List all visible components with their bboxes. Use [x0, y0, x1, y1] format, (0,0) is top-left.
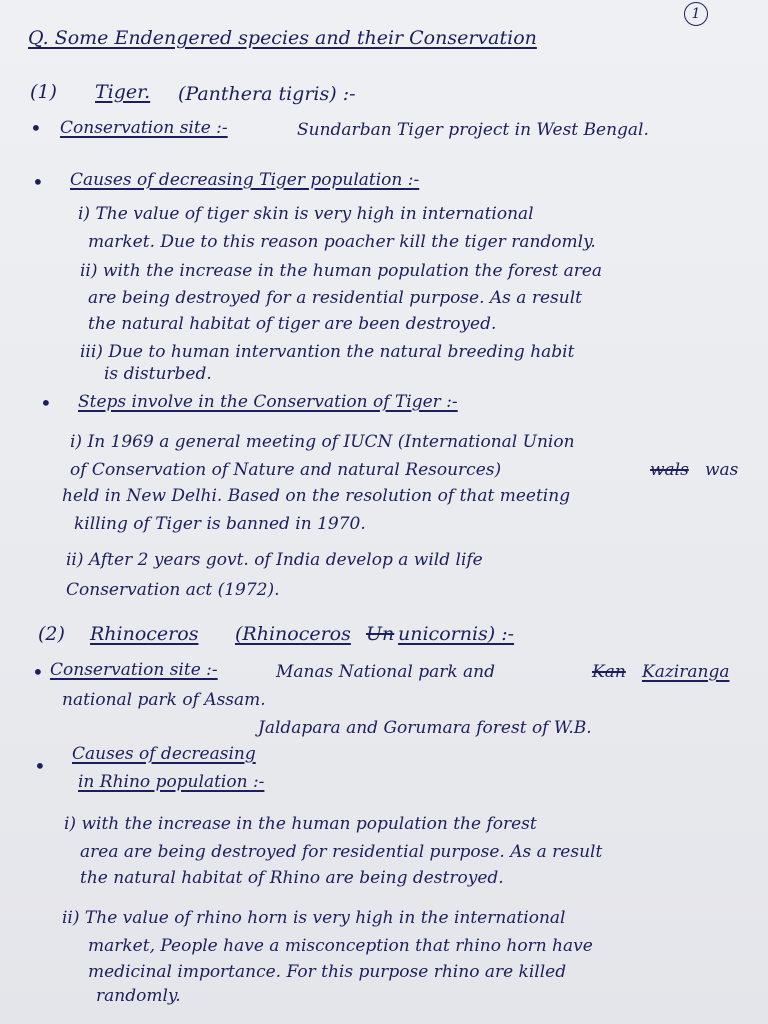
rhino-cause-line: ii) The value of rhino horn is very high in the international: [62, 908, 566, 928]
tiger-cause-line: iii) Due to human intervantion the natural breeding habit: [80, 342, 575, 362]
struck-word: Un: [366, 623, 395, 645]
tiger-step-line: of Conservation of Nature and natural Resources): [70, 460, 502, 480]
bullet: •: [32, 170, 44, 194]
tiger-step-line: Conservation act (1972).: [66, 580, 280, 600]
rhino-site-value: national park of Assam.: [62, 690, 266, 710]
rhino-site-value: Jaldapara and Gorumara forest of W.B.: [258, 718, 592, 738]
tiger-cause-line: ii) with the increase in the human population the forest area: [80, 261, 603, 281]
rhino-heading: Rhinoceros: [90, 623, 199, 645]
tiger-site-label: Conservation site :-: [60, 118, 228, 138]
tiger-cause-line: i) The value of tiger skin is very high in international: [78, 204, 534, 224]
bullet: •: [32, 660, 44, 684]
rhino-causes-heading: Causes of decreasing: [72, 744, 256, 764]
rhino-site-value: Kaziranga: [642, 662, 730, 682]
tiger-step-line: held in New Delhi. Based on the resolution of that meeting: [62, 486, 571, 506]
rhino-cause-line: area are being destroyed for residential purpose. As a result: [80, 842, 603, 862]
bullet: •: [34, 754, 46, 778]
rhino-cause-line: medicinal importance. For this purpose rhino are killed: [88, 962, 567, 982]
tiger-step-line: killing of Tiger is banned in 1970.: [74, 514, 366, 534]
page-title: Q. Some Endengered species and their Conservation: [28, 27, 537, 49]
rhino-cause-line: the natural habitat of Rhino are being destroyed.: [80, 868, 504, 888]
rhino-cause-line: i) with the increase in the human population the forest: [64, 814, 537, 834]
bullet: •: [30, 116, 42, 140]
rhino-causes-heading: in Rhino population :-: [78, 772, 265, 792]
tiger-heading: Tiger.: [95, 81, 151, 103]
tiger-cause-line: the natural habitat of tiger are been destroyed.: [88, 314, 497, 334]
rhino-scientific-close: unicornis) :-: [398, 623, 515, 645]
tiger-heading-number: (1): [30, 81, 57, 103]
tiger-cause-line: is disturbed.: [104, 364, 212, 384]
tiger-cause-line: market. Due to this reason poacher kill the tiger randomly.: [88, 232, 596, 252]
tiger-steps-heading: Steps involve in the Conservation of Tiger :-: [78, 392, 458, 412]
bullet: •: [40, 391, 52, 415]
rhino-scientific-open: (Rhinoceros: [235, 623, 351, 645]
rhino-cause-line: randomly.: [96, 986, 181, 1006]
tiger-site-value: Sundarban Tiger project in West Bengal.: [297, 120, 649, 140]
rhino-heading-number: (2): [38, 623, 65, 645]
tiger-scientific-name: (Panthera tigris) :-: [178, 83, 356, 105]
rhino-site-label: Conservation site :-: [50, 660, 218, 680]
tiger-step-line: was: [705, 460, 739, 480]
page-number: 1: [684, 2, 708, 26]
rhino-cause-line: market, People have a misconception that rhino horn have: [88, 936, 593, 956]
tiger-causes-heading: Causes of decreasing Tiger population :-: [70, 170, 420, 190]
tiger-step-line: ii) After 2 years govt. of India develop a wild life: [66, 550, 483, 570]
rhino-site-value: Manas National park and: [276, 662, 496, 682]
tiger-step-line: i) In 1969 a general meeting of IUCN (International Union: [70, 432, 575, 452]
tiger-cause-line: are being destroyed for a residential purpose. As a result: [88, 288, 582, 308]
struck-word: Kan: [592, 662, 626, 682]
struck-word: wals: [650, 460, 689, 480]
